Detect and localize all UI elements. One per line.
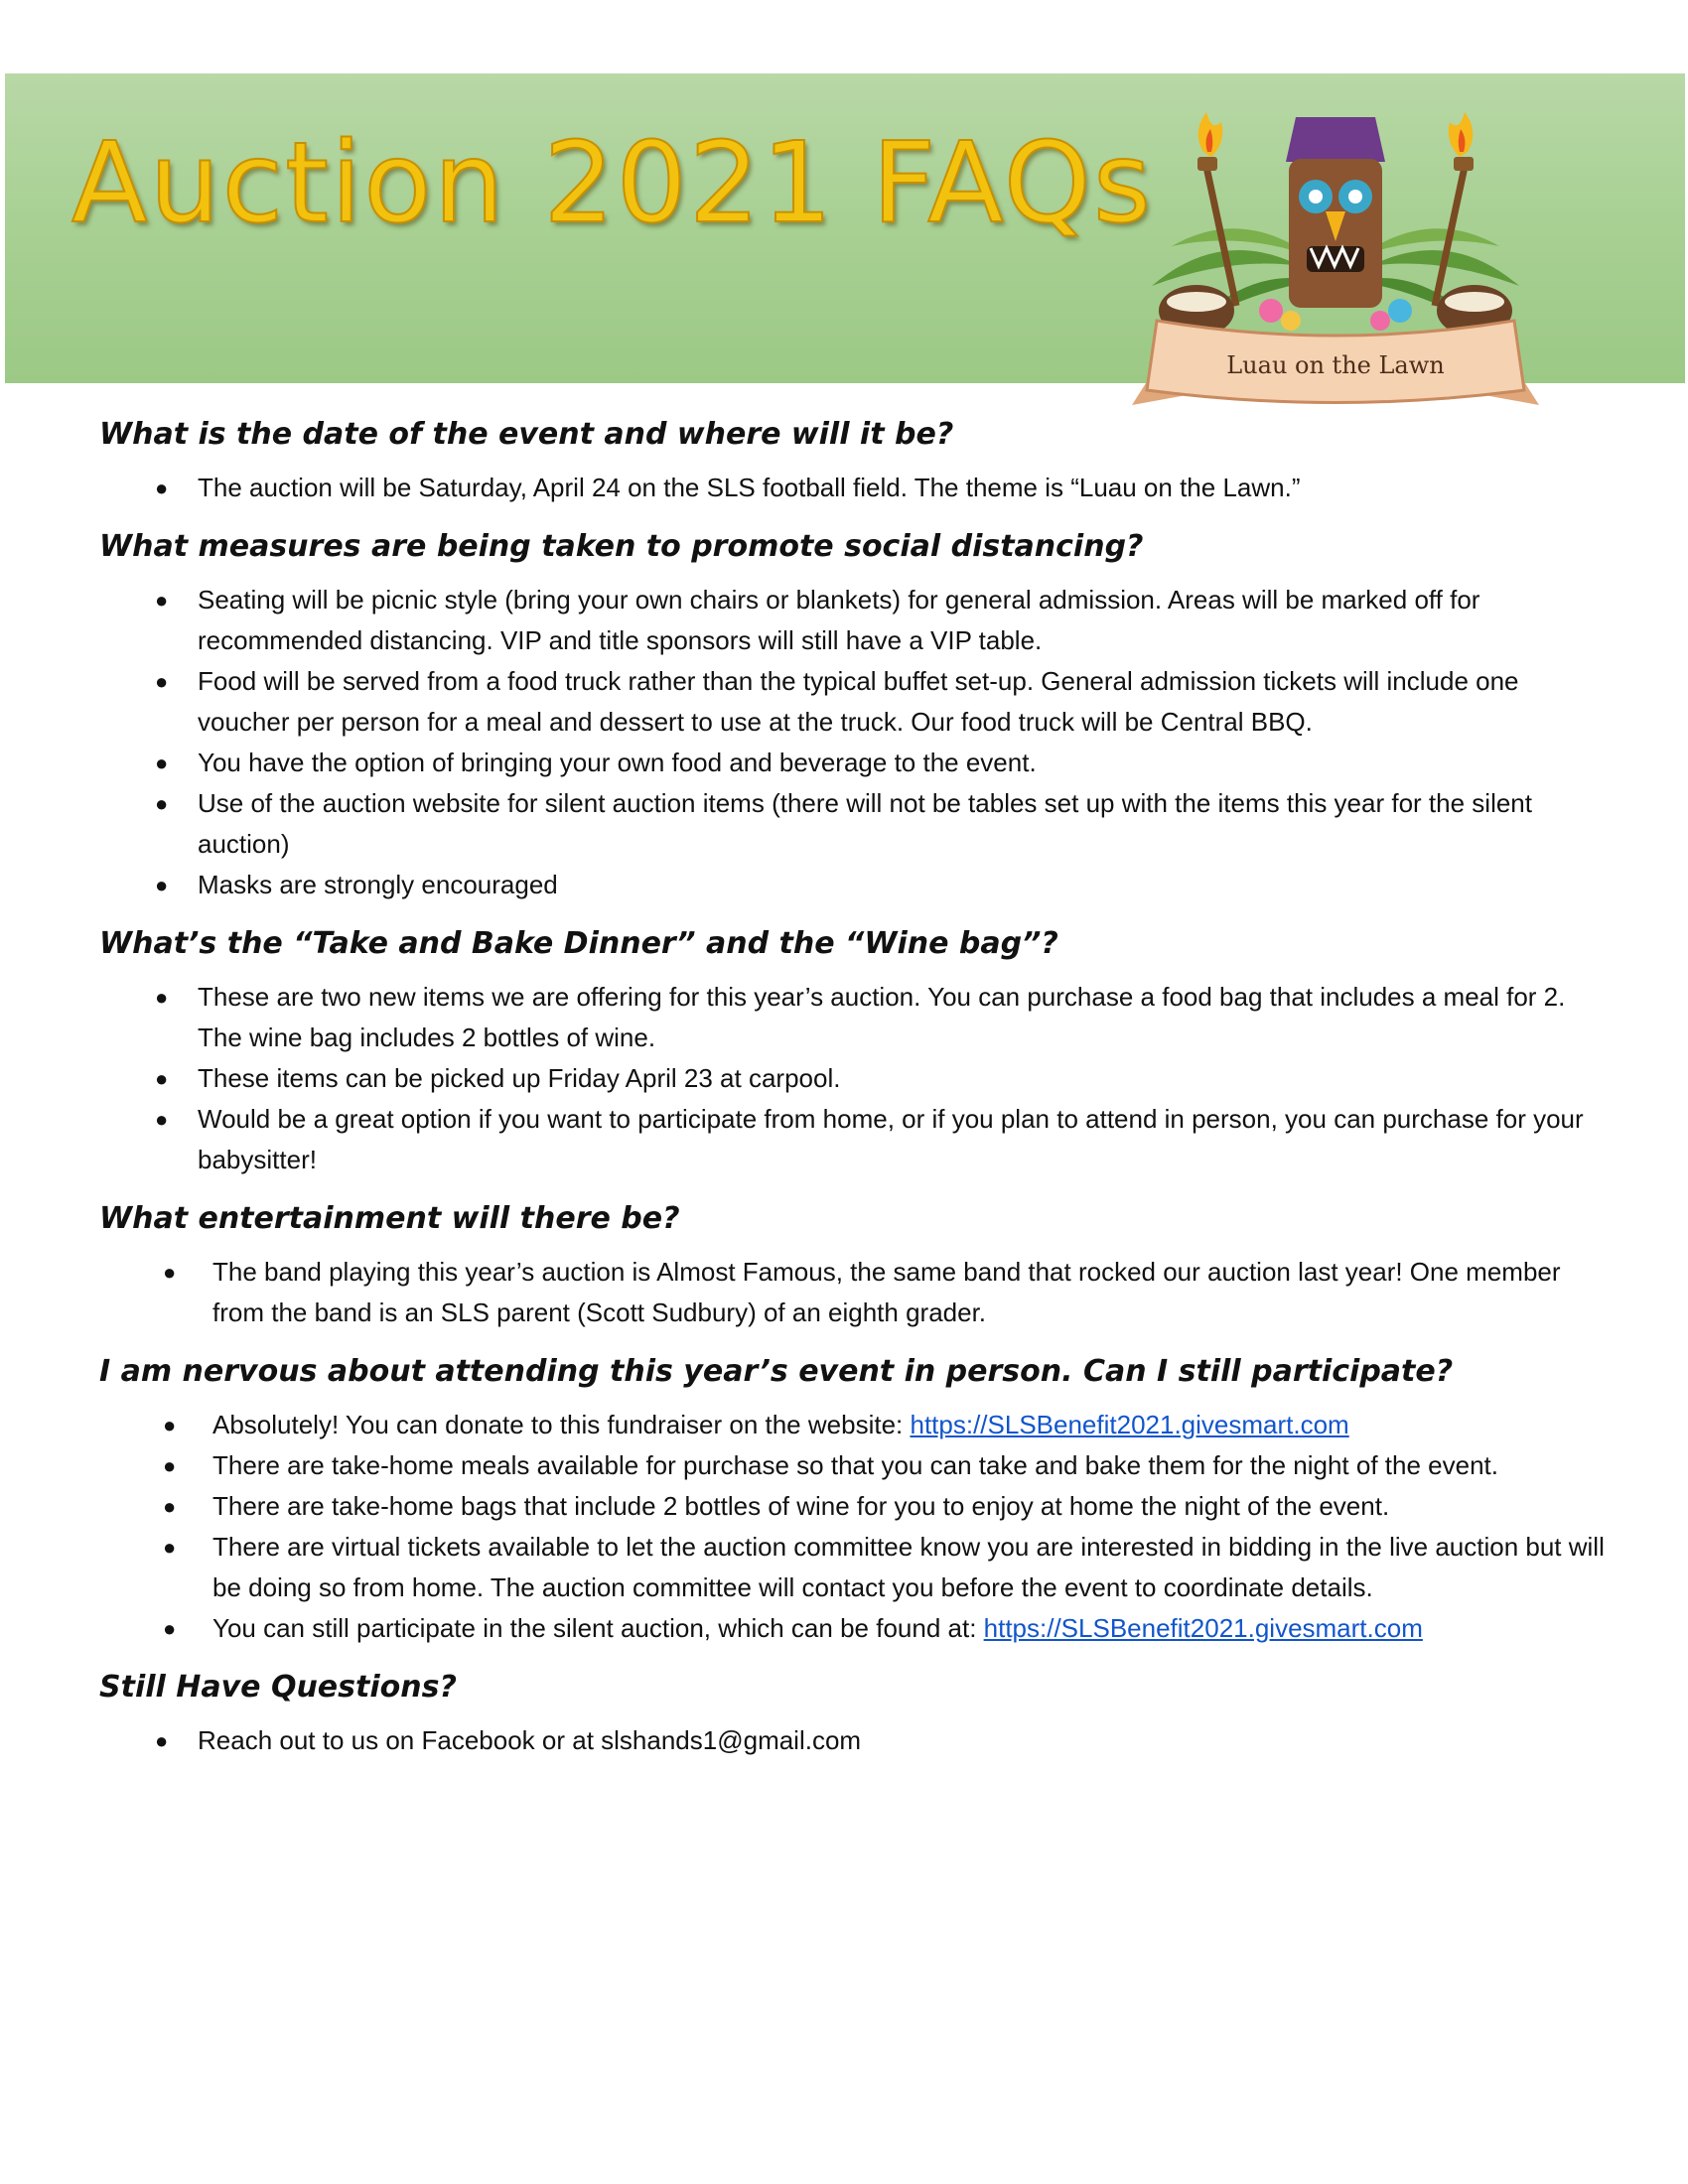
list-item: ● There are virtual tickets available to let the auction committee know you are interested in bidding in the live auction but will be doing so from home. The auction committee will contact you before the event to coordinate details.	[99, 1527, 1609, 1608]
list-item: ● Would be a great option if you want to participate from home, or if you plan to attend in person, you can purchase for your babysitter!	[99, 1099, 1609, 1180]
faq-question: What measures are being taken to promote social distancing?	[99, 529, 1144, 564]
faq-entertainment	[99, 1186, 1609, 1333]
faq-contact	[99, 1655, 1609, 1761]
bullet-icon: ●	[155, 791, 169, 816]
list-item: ● The auction will be Saturday, April 24 on the SLS football field. The theme is “Luau on the Lawn.”	[99, 468, 1609, 508]
tiki-mask-icon	[1286, 117, 1385, 308]
torch-icon	[1197, 112, 1236, 306]
bullet-icon: ●	[155, 588, 169, 613]
faq-answers	[99, 468, 1609, 508]
faq-question: What entertainment will there be?	[99, 1201, 680, 1236]
faq-take-and-bake	[99, 911, 1609, 1180]
bullet-icon: ●	[155, 476, 169, 500]
bullet-icon: ●	[163, 1453, 177, 1478]
page-title: Auction 2021 FAQs	[71, 119, 1154, 248]
bullet-icon: ●	[155, 1107, 169, 1132]
faq-question: Still Have Questions?	[99, 1670, 457, 1705]
faq-question: What is the date of the event and where will it be?	[99, 417, 954, 452]
givesmart-link[interactable]: https://SLSBenefit2021.givesmart.com	[910, 1410, 1349, 1439]
faq-question: I am nervous about attending this year’s event in person. Can I still participate?	[99, 1354, 1454, 1389]
luau-logo	[1112, 107, 1559, 430]
list-item: ● Absolutely! You can donate to this fundraiser on the website: https://SLSBenefit2021.givesmart.com	[99, 1405, 1609, 1445]
list-item: ● There are take-home meals available for purchase so that you can take and bake them for the night of the event.	[99, 1445, 1609, 1486]
bullet-icon: ●	[155, 1728, 169, 1753]
logo-caption: Luau on the Lawn	[1226, 351, 1445, 379]
faq-answers	[99, 1252, 1609, 1333]
bullet-icon: ●	[155, 1066, 169, 1091]
bullet-icon: ●	[155, 873, 169, 897]
list-item: ● Masks are strongly encouraged	[99, 865, 1609, 905]
faq-answers	[99, 1405, 1609, 1649]
list-item: ● These items can be picked up Friday April 23 at carpool.	[99, 1058, 1609, 1099]
faq-answers	[99, 1720, 1609, 1761]
bullet-icon: ●	[163, 1260, 177, 1285]
faq-answers	[99, 977, 1609, 1180]
faq-social-distancing	[99, 514, 1609, 905]
list-item: ● Use of the auction website for silent auction items (there will not be tables set up with the items this year for the silent auction)	[99, 783, 1609, 865]
faq-answers	[99, 580, 1609, 905]
list-item: ● These are two new items we are offering for this year’s auction. You can purchase a food bag that includes a meal for 2. The wine bag includes 2 bottles of wine.	[99, 977, 1609, 1058]
torch-icon	[1435, 112, 1474, 306]
bullet-icon: ●	[163, 1413, 177, 1437]
list-item: ● Seating will be picnic style (bring your own chairs or blankets) for general admission. Areas will be marked off for recommended distancing. VIP and title sponsors will still have a VIP table.	[99, 580, 1609, 661]
bullet-icon: ●	[155, 669, 169, 694]
silent-auction-link[interactable]: https://SLSBenefit2021.givesmart.com	[983, 1613, 1423, 1643]
bullet-icon: ●	[155, 985, 169, 1010]
list-item: ● Reach out to us on Facebook or at slshands1@gmail.com	[99, 1720, 1609, 1761]
bullet-icon: ●	[155, 751, 169, 775]
list-item: ● You have the option of bringing your own food and beverage to the event.	[99, 743, 1609, 783]
faq-content	[99, 402, 1609, 1767]
faq-participate-remotely	[99, 1339, 1609, 1649]
faq-question: What’s the “Take and Bake Dinner” and the “Wine bag”?	[99, 926, 1058, 961]
bullet-icon: ●	[163, 1535, 177, 1560]
list-item: ● The band playing this year’s auction is Almost Famous, the same band that rocked our auction last year! One member from the band is an SLS parent (Scott Sudbury) of an eighth grader.	[99, 1252, 1609, 1333]
list-item: ● You can still participate in the silent auction, which can be found at: https://SLSBenefit2021.givesmart.com	[99, 1608, 1609, 1649]
bullet-icon: ●	[163, 1494, 177, 1519]
bullet-icon: ●	[163, 1616, 177, 1641]
faq-date-location	[99, 402, 1609, 508]
list-item: ● Food will be served from a food truck rather than the typical buffet set-up. General admission tickets will include one voucher per person for a meal and dessert to use at the truck. Our food truck will be Central BBQ.	[99, 661, 1609, 743]
list-item: ● There are take-home bags that include 2 bottles of wine for you to enjoy at home the night of the event.	[99, 1486, 1609, 1527]
